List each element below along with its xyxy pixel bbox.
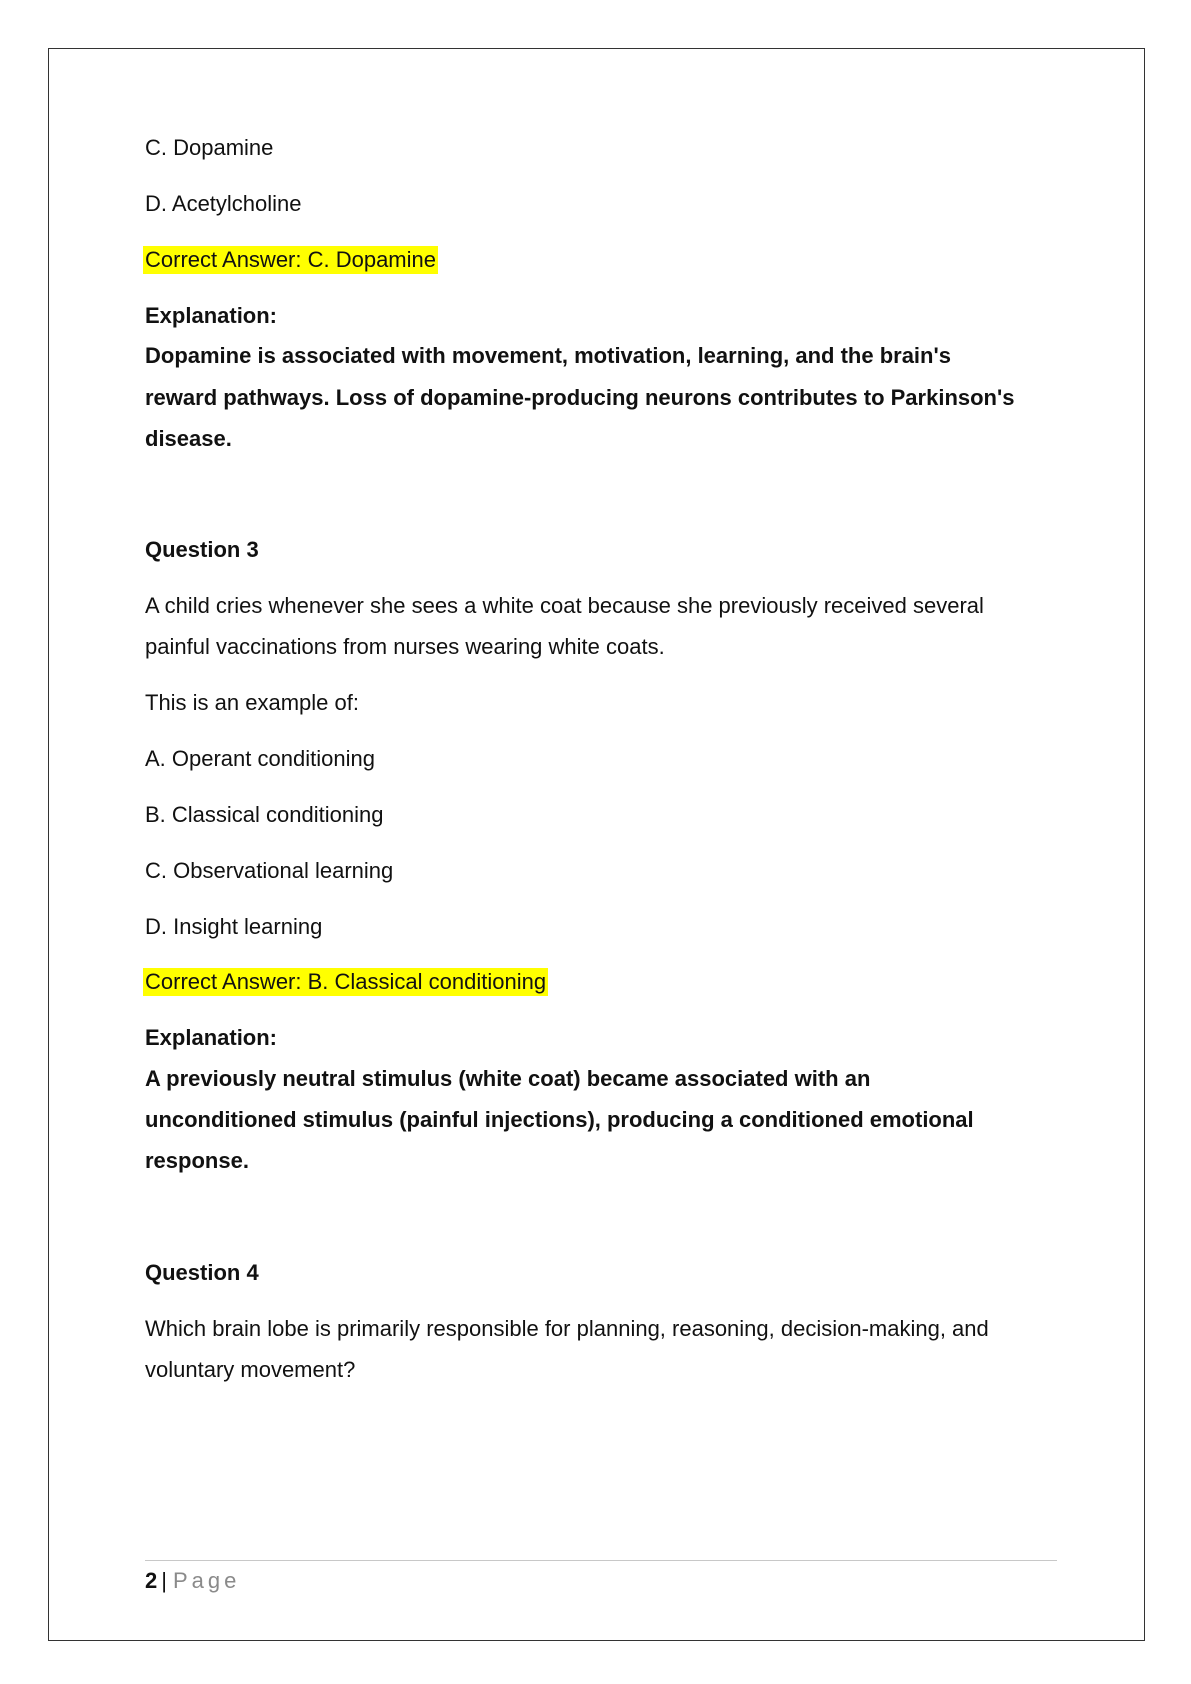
q4-heading: Question 4 xyxy=(145,1260,259,1285)
q4-stem-line-1: Which brain lobe is primarily responsible for planning, reasoning, decision-making, and xyxy=(145,1316,989,1341)
page-footer xyxy=(145,1566,240,1596)
q3-option-d: D. Insight learning xyxy=(145,914,323,939)
q3-heading: Question 3 xyxy=(145,537,259,562)
page-number: 2 xyxy=(145,1568,158,1593)
q3-stem-line-1: A child cries whenever she sees a white coat because she previously received several xyxy=(145,593,984,618)
page-border xyxy=(48,48,1145,1641)
q2-explanation-label: Explanation: xyxy=(145,303,278,328)
q3-option-b: B. Classical conditioning xyxy=(145,802,384,827)
q2-correct-answer xyxy=(145,245,438,275)
q3-option-c: C. Observational learning xyxy=(145,858,394,883)
q3-correct-answer xyxy=(145,967,548,997)
footer-rule xyxy=(145,1560,1057,1561)
footer-separator: | xyxy=(161,1568,167,1593)
q2-option-d: D. Acetylcholine xyxy=(145,191,302,216)
q2-explanation-line-2: reward pathways. Loss of dopamine-producing neurons contributes to Parkinson's xyxy=(145,385,1015,410)
q3-explanation-line-3: response. xyxy=(145,1148,249,1173)
q3-correct-answer-highlight: Correct Answer: B. Classical conditioning xyxy=(145,969,547,994)
page-word: Page xyxy=(172,1568,241,1593)
q3-option-a: A. Operant conditioning xyxy=(145,746,375,771)
q3-explanation-label: Explanation: xyxy=(145,1025,278,1050)
q3-stem-line-2: painful vaccinations from nurses wearing white coats. xyxy=(145,634,665,659)
q2-explanation-line-1: Dopamine is associated with movement, motivation, learning, and the brain's xyxy=(145,343,951,368)
q3-explanation-line-1: A previously neutral stimulus (white coat) became associated with an xyxy=(145,1066,871,1091)
q3-prompt: This is an example of: xyxy=(145,690,359,715)
q2-correct-answer-highlight: Correct Answer: C. Dopamine xyxy=(145,247,436,272)
q2-explanation-line-3: disease. xyxy=(145,426,232,451)
q3-explanation-line-2: unconditioned stimulus (painful injections), producing a conditioned emotional xyxy=(145,1107,974,1132)
q2-option-c: C. Dopamine xyxy=(145,135,274,160)
q4-stem-line-2: voluntary movement? xyxy=(145,1357,356,1382)
